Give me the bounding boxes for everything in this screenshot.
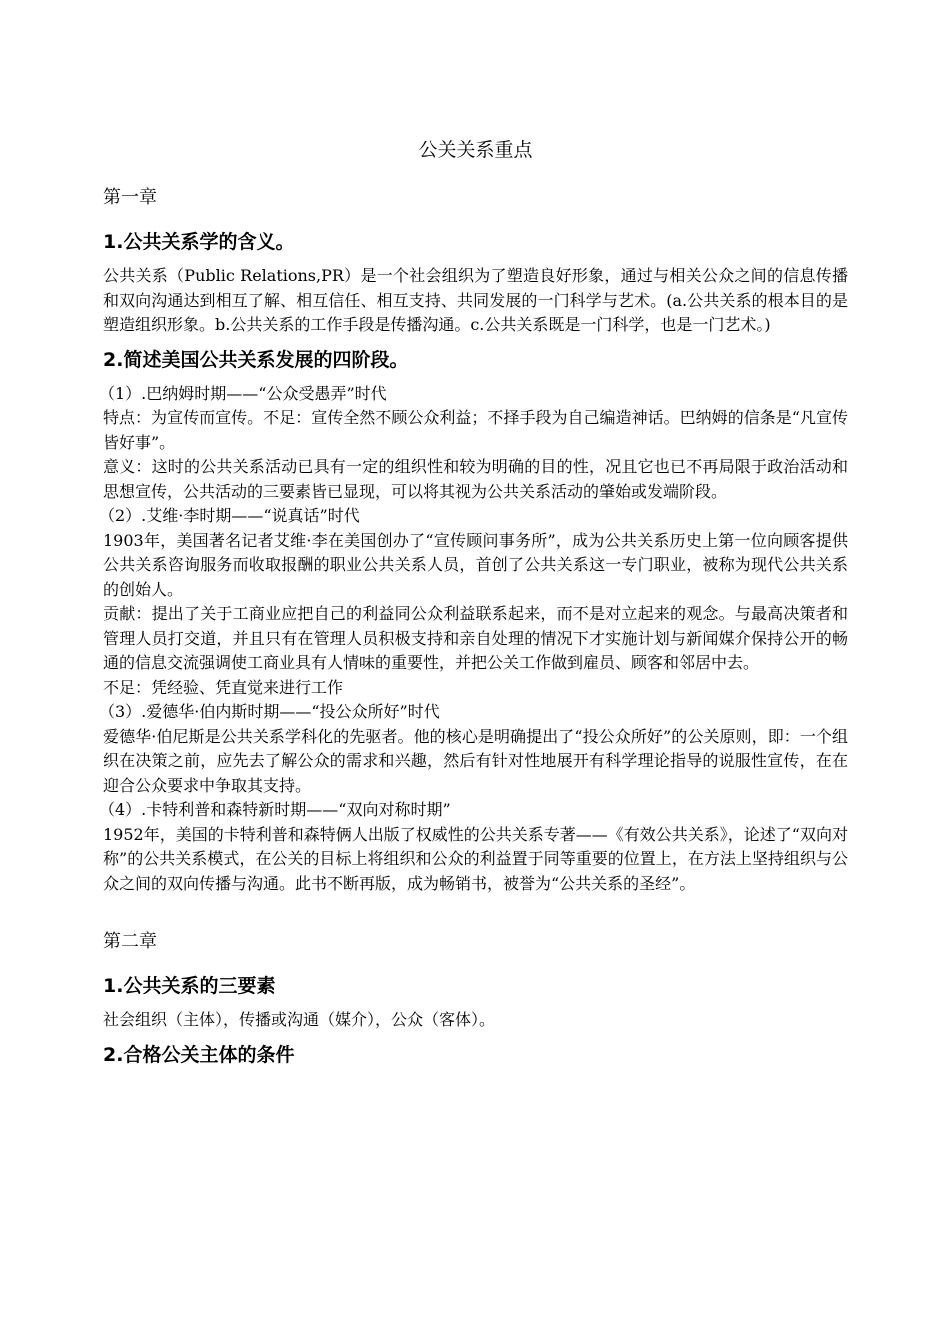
- document-title: 公关关系重点: [418, 139, 533, 161]
- section-heading-meaning: 1.公共关系学的含义。: [103, 231, 295, 253]
- stage-1-features: 特点：为宣传而宣传。不足：宣传全然不顾公众利益；不择手段为自己编造神话。巴纳姆的信条是“凡宣传皆好事”。: [103, 408, 848, 452]
- stage-2-contribution: 贡献：提出了关于工商业应把自己的利益同公众利益联系起来，而不是对立起来的观念。与最高决策者和管理人员打交道，并且只有在管理人员积极支持和亲自处理的情况下才实施计划与新闻媒介保持公开的畅通的信息交流强调使工商业具有人情味的重要性，并把公关工作做到雇员、顾客和邻居中去。: [103, 604, 848, 672]
- chapter-1-label: 第一章: [103, 187, 157, 208]
- stage-1-heading: （1）.巴纳姆时期——“公众受愚弄”时代: [99, 383, 387, 403]
- stage-1-significance: 意义：这时的公共关系活动已具有一定的组织性和较为明确的目的性，况且它也已不再局限于政治活动和思想宣传，公共活动的三要素皆已显现，可以将其视为公共关系活动的肇始或发端阶段。: [103, 457, 848, 501]
- stage-4-heading: （4）.卡特利普和森特新时期——“双向对称时期”: [99, 800, 451, 819]
- three-elements-paragraph: 社会组织（主体），传播或沟通（媒介），公众（客体）。: [103, 1010, 496, 1029]
- section-heading-four-stages: 2.简述美国公共关系发展的四阶段。: [103, 348, 409, 371]
- document-body: [99, 136, 848, 1077]
- stage-2-heading: （2）.艾维·李时期——“说真话”时代: [99, 506, 360, 525]
- stage-2-history: 1903年，美国著名记者艾维·李在美国创办了“宣传顾问事务所”，成为公共关系历史上第一位向顾客提供公共关系咨询服务而收取报酬的职业公共关系人员，首创了公共关系这一专门职业，被称为现代公共关系的创始人。: [103, 530, 848, 599]
- stage-3-description: 爱德华·伯尼斯是公共关系学科化的先驱者。他的核心是明确提出了“投公众所好”的公关原则，即：一个组织在决策之前，应先去了解公众的需求和兴趣，然后有针对性地展开有科学理论指导的说服性宣传，在在迎合公众要求中争取其支持。: [103, 726, 848, 795]
- section-heading-three-elements: 1.公共关系的三要素: [103, 975, 276, 997]
- stage-3-heading: （3）.爱德华·伯内斯时期——“投公众所好”时代: [99, 702, 440, 721]
- definition-paragraph: 公共关系（Public Relations,PR）是一个社会组织为了塑造良好形象，通过与相关公众之间的信息传播和双向沟通达到相互了解、相互信任、相互支持、共同发展的一门科学与艺术。(a.公共关系的根本目的是塑造组织形象。b.公共关系的工作手段是传播沟通。c.公共关系既是一门科学，也是一门艺术。): [103, 266, 848, 334]
- stage-4-description: 1952年，美国的卡特利普和森特俩人出版了权威性的公共关系专著——《有效公共关系》，论述了“双向对称”的公共关系模式，在公关的目标上将组织和公众的利益置于同等重要的位置上，在方法上坚持组织与公众之间的双向传播与沟通。此书不断再版，成为畅销书，被誉为“公共关系的圣经”。: [103, 824, 848, 893]
- chapter-2-label: 第二章: [103, 931, 157, 952]
- stage-2-shortcoming: 不足：凭经验、凭直觉来进行工作: [103, 677, 344, 697]
- section-heading-qualified-subject: 2.合格公关主体的条件: [103, 1043, 295, 1066]
